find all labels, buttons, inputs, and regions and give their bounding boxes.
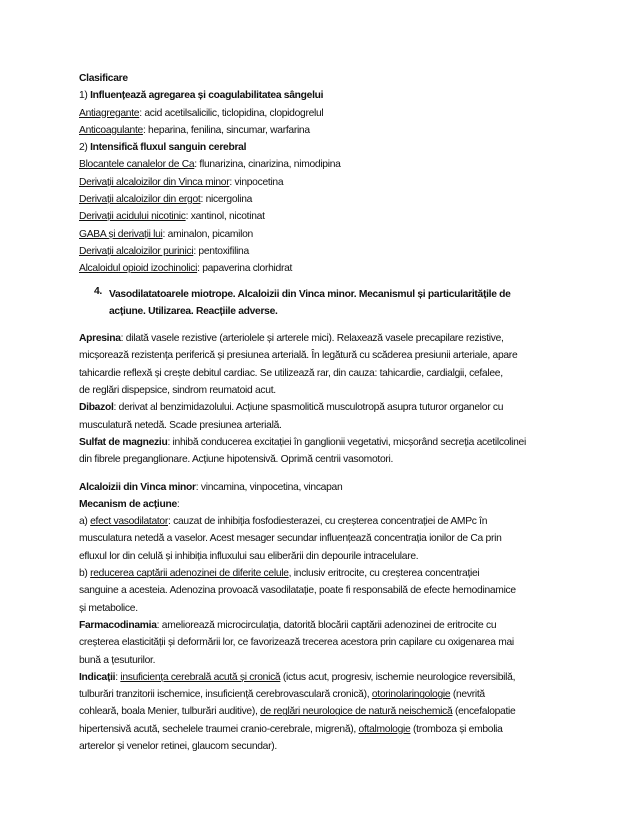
- antiagregante-line: Antiagregante: acid acetilsalicilic, ticlopidina, clopidogrelul: [79, 107, 324, 119]
- dibazol-paragraph: Dibazol: derivat al benzimidazolului. Acțiune spasmolitică musculotropă asupra tuturor organelor cu musculatură netedă. Scade presiunea arterială.: [79, 402, 504, 431]
- document-page: [79, 70, 569, 755]
- farmacodinamia-line-1: Farmacodinamia: ameliorează microcirculația, datorită blocării captării adenozinei de eritrocite cu: [79, 619, 497, 631]
- group-1-title: 1) Influențează agregarea și coagulabilitatea sângelui: [79, 90, 324, 102]
- section-4-line-2: acțiune. Utilizarea. Reacțiile adverse.: [109, 305, 278, 317]
- section-4-heading: [79, 286, 569, 321]
- classification-heading: Clasificare: [79, 73, 128, 84]
- vinca-derivati-line: Derivații alcaloizilor din Vinca minor: vinpocetina: [79, 176, 284, 188]
- blocantele-line: Blocantele canalelor de Ca: flunarizina, cinarizina, nimodipina: [79, 159, 341, 171]
- indicatii-line-1: Indicații: insuficiența cerebrală acută și cronică (ictus acut, progresiv, ischemie neurologice reversibilă,: [79, 671, 516, 683]
- magneziu-paragraph: Sulfat de magneziu: inhibă conducerea excitației în ganglionii vegetativi, micșorând secreția acetilcolinei din fibrele preganglionare. Acțiune hipotensivă. Oprimă centrii vasomotori.: [79, 436, 526, 466]
- izochinolici-line: Alcaloidul opioid izochinolici: papaverina clorhidrat: [79, 263, 293, 275]
- anticoagulante-line: Anticoagulante: heparina, fenilina, sincumar, warfarina: [79, 124, 310, 136]
- gaba-line: GABA și derivații lui: aminalon, picamilon: [79, 228, 253, 240]
- mecanism-b-line-1: b) reducerea captării adenozinei de diferite celule, inclusiv eritrocite, cu creșterea concentrației: [79, 568, 480, 580]
- indicatii-line-3: cohleară, boala Menier, tulburări auditive), de reglări neurologice de natură neischemică (encefalopatie: [79, 706, 516, 718]
- section-number: 4.: [94, 285, 102, 297]
- purinici-line: Derivații alcaloizilor purinici: pentoxifilina: [79, 245, 249, 257]
- vinca-section: Alcaloizii din Vinca minor: vincamina, vinpocetina, vincapan Mecanism de acțiune: a) efect vasodilatator: cauzat de inhibiția fosfodiesterazei, cu creșterea concentrației de AMPc în musculatura netedă a vaselor. Acest mesager secundar influențează concentrația ionilor de Ca prin efluxul lor din celulă și inhibiția influxului sau eliberării din depourile intracelulare. b) reducerea captării adenozinei de diferite celule, inclusiv eritrocite, cu creșterea concentrației sanguine a acesteia. Adenozina provoacă vasodilatație, poate fi responsabilă de efecte hemodinamice și metabolice. Farmacodinamia: ameliorează microcirculația, datorită blocării captării adenozinei de eritrocite cu creșterea elasticității și deformării lor, ce favorizează trecerea acestora prin capilare cu oxigenarea mai bună a țesuturilor. Indicații: insuficiența cerebrală acută și cronică (ictus acut, progresiv, ischemie neurologice reversibilă, tulburări tranzitorii ischemice, insuficiență cerebrovasculară cronică), otorinolaringologie (nevrită cohleară, boala Menier, tulburări auditive), de reglări neurologice de natură neischemică (encefalopatie hipertensivă acută, sechelele traumei cranio-cerebrale, migrenă), oftalmologie (tromboza și embolia arterelor și venelor retinei, glaucom secundar).: [79, 479, 569, 756]
- indicatii-line-4: hipertensivă acută, sechelele traumei cranio-cerebrale, migrenă), oftalmologie (tromboza și embolia: [79, 723, 503, 735]
- vinca-title-line: Alcaloizii din Vinca minor: vincamina, vinpocetina, vincapan: [79, 481, 343, 493]
- section-4-line-1: Vasodilatatoarele miotrope. Alcaloizii din Vinca minor. Mecanismul și particularitățile de: [109, 288, 511, 300]
- apresina-paragraph: Apresina: dilată vasele rezistive (arteriolele și arterele mici). Relaxează vasele precapilare rezistive, micșorează rezistența periferică și presiunea arterială. În legătură cu scăderea presiunii arteriale, apare tahicardie reflexă și crește debitul cardiac. Se utilizează rar, din cauza: tahicardie, cardialgii, cefalee, de reglări dispepsice, sindrom reumatoid acut.: [79, 333, 518, 397]
- nicotinic-line: Derivații acidului nicotinic: xantinol, nicotinat: [79, 211, 265, 223]
- mecanism-a-line-1: a) efect vasodilatator: cauzat de inhibiția fosfodiesterazei, cu creșterea concentrației de AMPc în: [79, 516, 488, 528]
- group-2-title: 2) Intensifică fluxul sanguin cerebral: [79, 142, 247, 154]
- ergot-line: Derivații alcaloizilor din ergot: nicergolina: [79, 194, 253, 206]
- indicatii-line-2: tulburări tranzitorii ischemice, insuficiență cerebrovasculară cronică), otorinolaringologie (nevrită: [79, 689, 485, 701]
- mecanism-heading: Mecanism de acțiune:: [79, 498, 180, 510]
